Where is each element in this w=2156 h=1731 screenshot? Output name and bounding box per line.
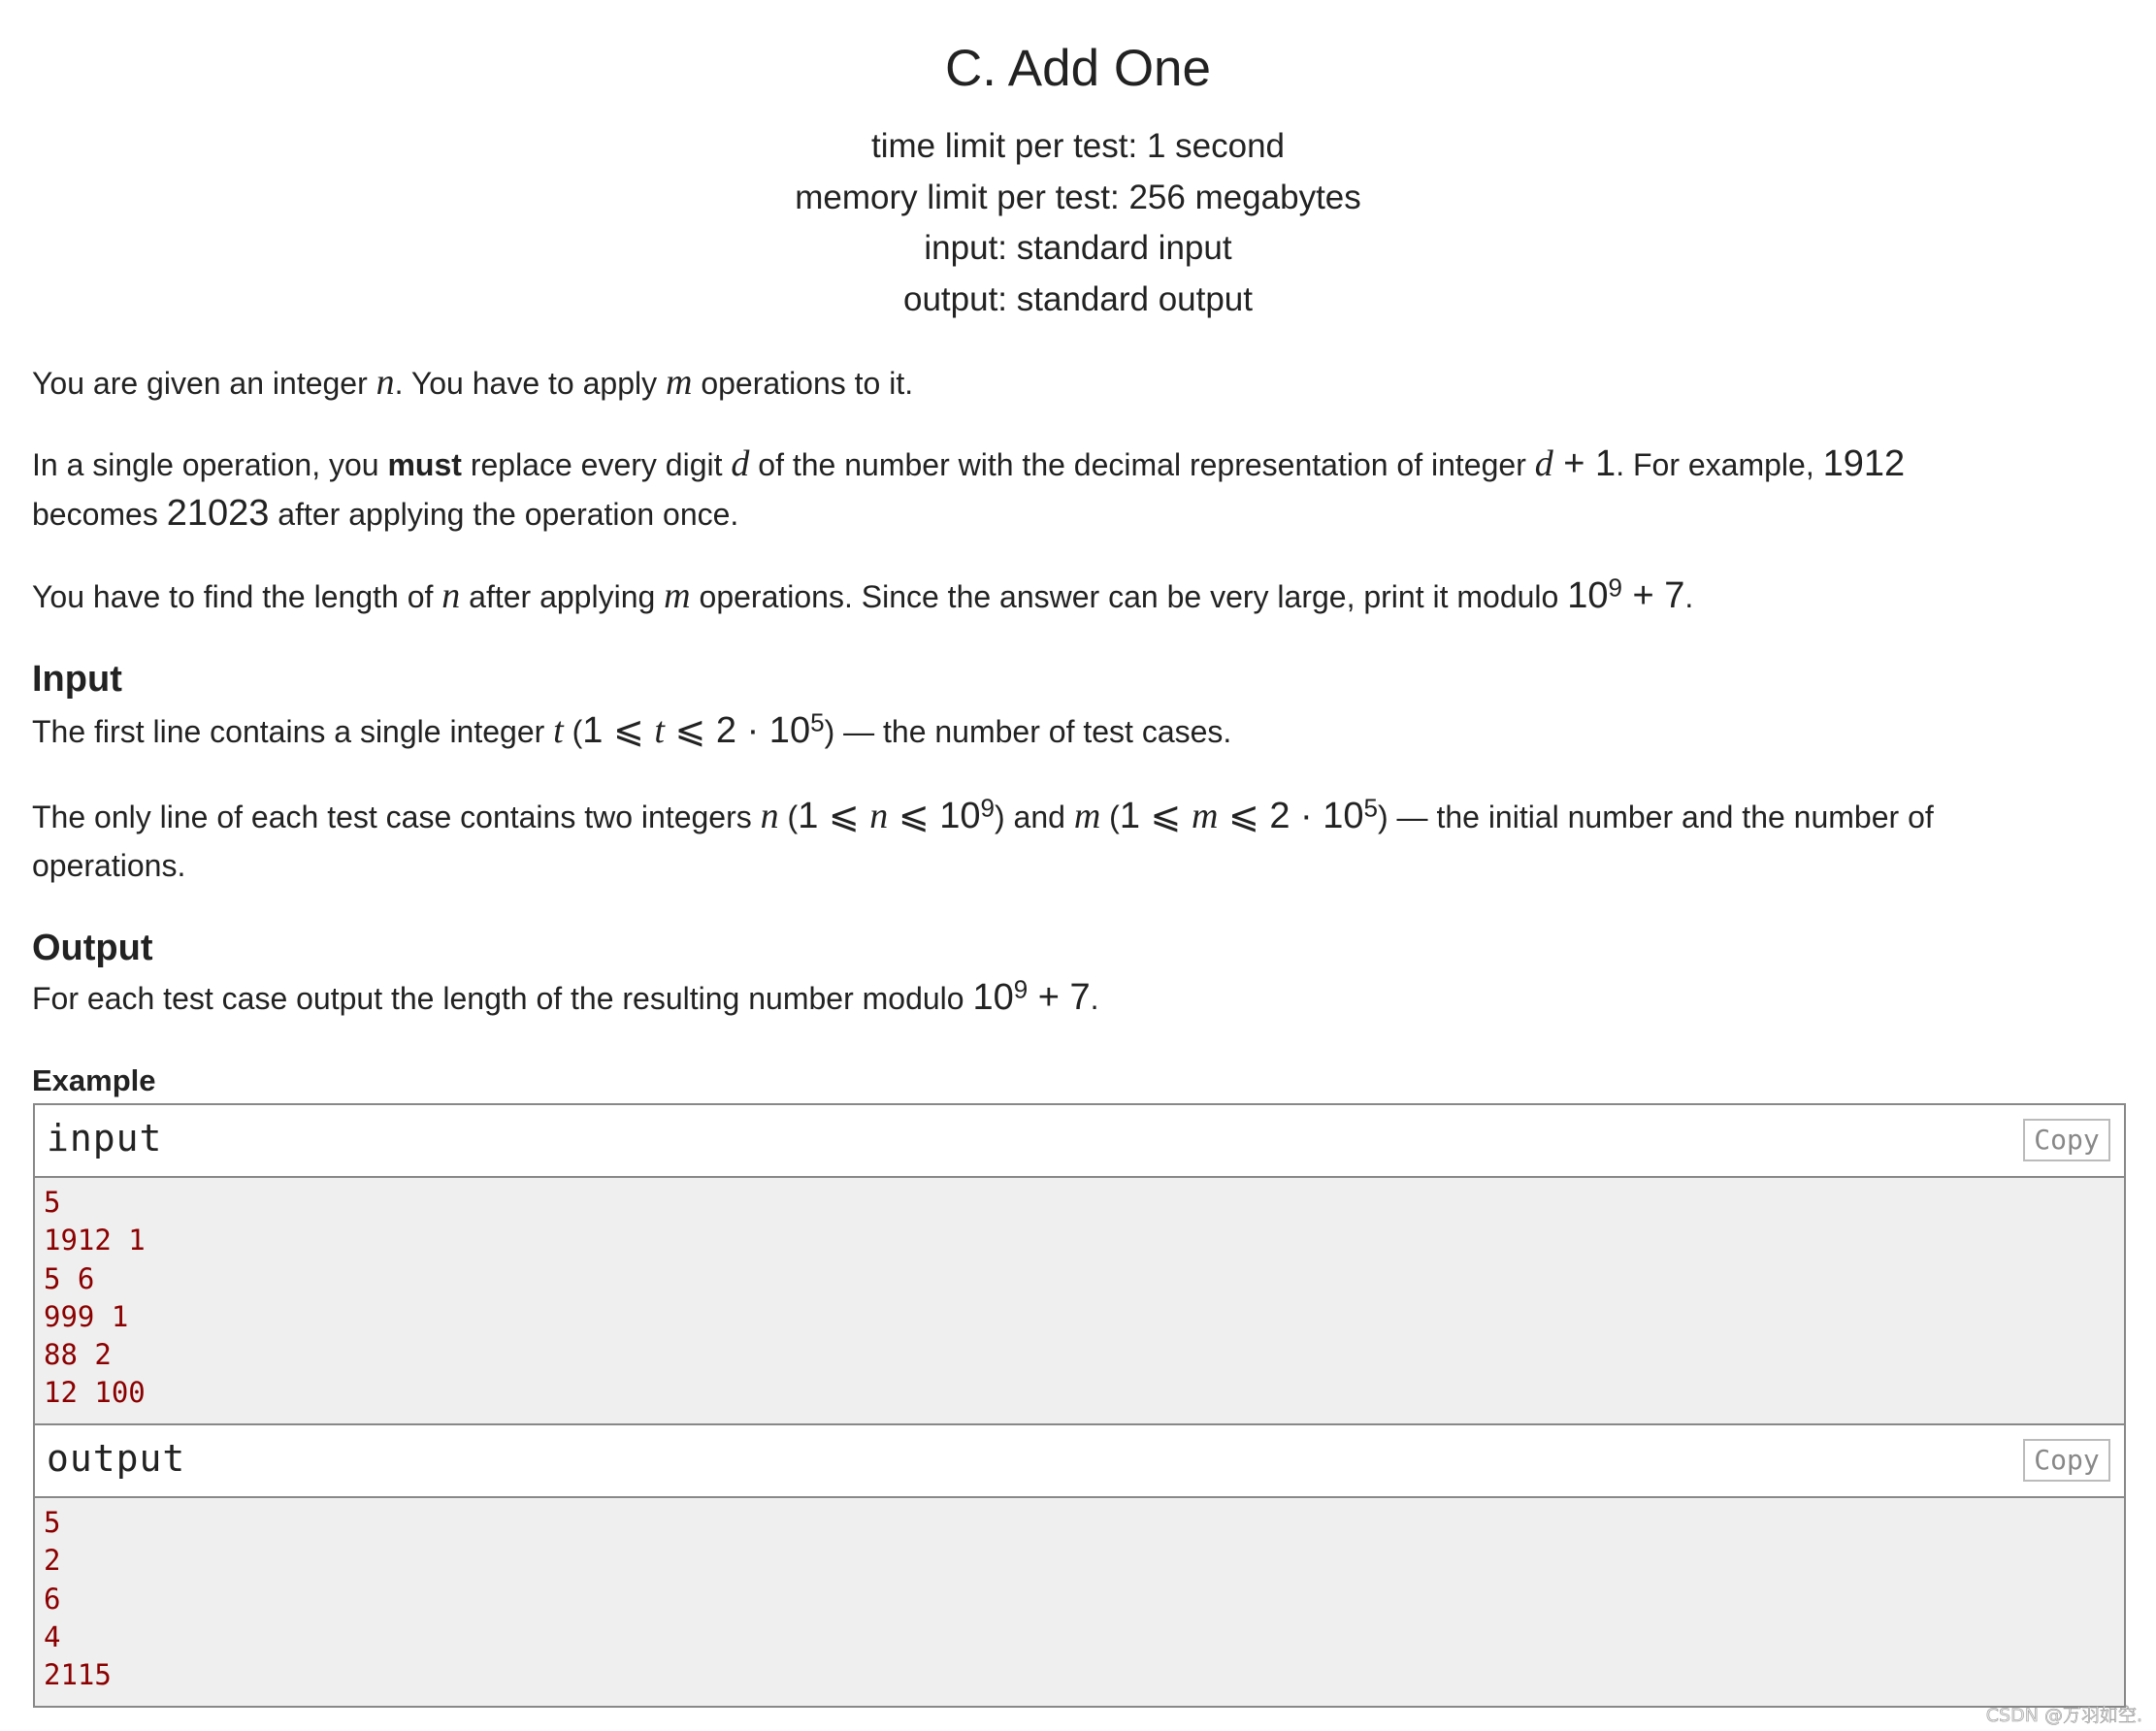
copy-input-button[interactable]: Copy xyxy=(2023,1119,2110,1161)
text: replace every digit xyxy=(461,447,732,482)
math-expr: + 7 xyxy=(1028,977,1091,1018)
output-sample-label: output xyxy=(47,1437,186,1480)
math-var: n xyxy=(760,796,779,836)
example-heading: Example xyxy=(32,1063,156,1097)
math-number: 1 xyxy=(1119,796,1140,836)
time-limit: time limit per test: 1 second xyxy=(871,127,1285,165)
output-line: 2115 xyxy=(44,1658,112,1692)
math-var: d xyxy=(1534,443,1553,484)
output-line: 5 xyxy=(44,1506,61,1539)
input-line: 88 2 xyxy=(44,1338,112,1372)
text: — the number of test cases. xyxy=(834,714,1232,749)
output-sample-content[interactable] xyxy=(35,1498,2124,1706)
text: The only line of each test case contains two integers xyxy=(32,800,761,834)
output-sample-header xyxy=(35,1423,2124,1498)
text: In a single operation, you xyxy=(32,447,388,482)
text: operations. Since the answer can be very large, print it modulo xyxy=(690,579,1568,614)
math-exponent: 9 xyxy=(980,793,995,823)
text: after applying xyxy=(460,579,665,614)
bold-text: must xyxy=(387,447,462,482)
math-exponent: 5 xyxy=(810,707,825,737)
text: The first line contains a single integer xyxy=(32,714,554,749)
math-expr: ⩽ 2 · 10 xyxy=(1218,796,1364,836)
math-exponent: 5 xyxy=(1363,793,1378,823)
output-paragraph xyxy=(32,973,2138,1023)
statement-paragraph-3 xyxy=(32,572,2138,621)
text: ( xyxy=(563,714,583,749)
text: ) xyxy=(824,714,835,749)
copy-output-button[interactable]: Copy xyxy=(2023,1439,2110,1482)
math-expr: ⩽ 10 xyxy=(888,796,981,836)
memory-limit: memory limit per test: 256 megabytes xyxy=(795,179,1361,216)
math-number: 10 xyxy=(972,977,1014,1018)
math-var: m xyxy=(665,362,693,403)
output-line: 2 xyxy=(44,1544,61,1578)
math-expr: ⩽ xyxy=(818,796,870,836)
math-var: t xyxy=(553,710,564,751)
input-heading: Input xyxy=(32,659,122,700)
text: of the number with the decimal representation of integer xyxy=(749,447,1535,482)
output-heading: Output xyxy=(32,928,153,968)
math-var: d xyxy=(731,443,750,484)
output-line: 4 xyxy=(44,1619,61,1653)
text: ) xyxy=(1378,800,1388,834)
math-number: 1912 xyxy=(1822,443,1906,484)
math-var: m xyxy=(1073,796,1101,836)
math-var: m xyxy=(1191,796,1219,836)
input-sample-content[interactable] xyxy=(35,1178,2124,1425)
text: . xyxy=(1684,579,1694,614)
math-expr: ⩽ 2 · 10 xyxy=(664,710,811,751)
text: . You have to apply xyxy=(394,366,666,401)
math-number: 10 xyxy=(1567,575,1609,616)
text: operations. xyxy=(32,848,186,883)
text: ) xyxy=(995,800,1005,834)
input-sample-label: input xyxy=(47,1117,163,1159)
statement-paragraph-1 xyxy=(32,358,2138,408)
input-file: input: standard input xyxy=(924,229,1232,267)
math-var: n xyxy=(869,796,889,836)
math-expr: + 7 xyxy=(1621,575,1685,616)
math-number: 21023 xyxy=(166,493,270,534)
text: You are given an integer xyxy=(32,366,376,401)
math-var: n xyxy=(441,575,461,616)
watermark: CSDN @万羽如空. xyxy=(1985,1705,2142,1726)
input-sample-header xyxy=(35,1105,2124,1178)
text: and xyxy=(1004,800,1074,834)
math-number: 1 xyxy=(798,796,819,836)
text: becomes xyxy=(32,497,167,532)
input-line: 5 6 xyxy=(44,1261,95,1295)
text: — the initial number and the number of xyxy=(1388,800,1934,834)
math-var: n xyxy=(376,362,395,403)
output-file: output: standard output xyxy=(903,280,1253,318)
statement-paragraph-2 xyxy=(32,440,2138,539)
math-expr: ⩽ xyxy=(1139,796,1192,836)
output-line: 6 xyxy=(44,1582,61,1616)
text: . For example, xyxy=(1616,447,1823,482)
problem-title: C. Add One xyxy=(944,40,1211,97)
math-expr: + 1 xyxy=(1552,443,1617,484)
text: ( xyxy=(778,800,799,834)
input-line: 1912 1 xyxy=(44,1224,146,1257)
input-paragraph-1 xyxy=(32,706,2138,756)
input-paragraph-2 xyxy=(32,792,2138,890)
math-exponent: 9 xyxy=(1608,572,1622,603)
text: ( xyxy=(1100,800,1120,834)
math-expr: ⩽ xyxy=(603,710,655,751)
math-number: 1 xyxy=(582,710,604,751)
text: . xyxy=(1090,981,1099,1016)
text: For each test case output the length of the resulting number modulo xyxy=(32,981,973,1016)
text: You have to find the length of xyxy=(32,579,442,614)
input-line: 5 xyxy=(44,1186,61,1219)
math-var: m xyxy=(664,575,691,616)
input-line: 12 100 xyxy=(44,1376,146,1410)
input-line: 999 1 xyxy=(44,1299,129,1333)
math-var: t xyxy=(654,710,665,751)
math-exponent: 9 xyxy=(1013,974,1029,1004)
text: operations to it. xyxy=(692,366,914,401)
text: after applying the operation once. xyxy=(269,497,739,532)
sample-tests-box xyxy=(33,1103,2126,1708)
